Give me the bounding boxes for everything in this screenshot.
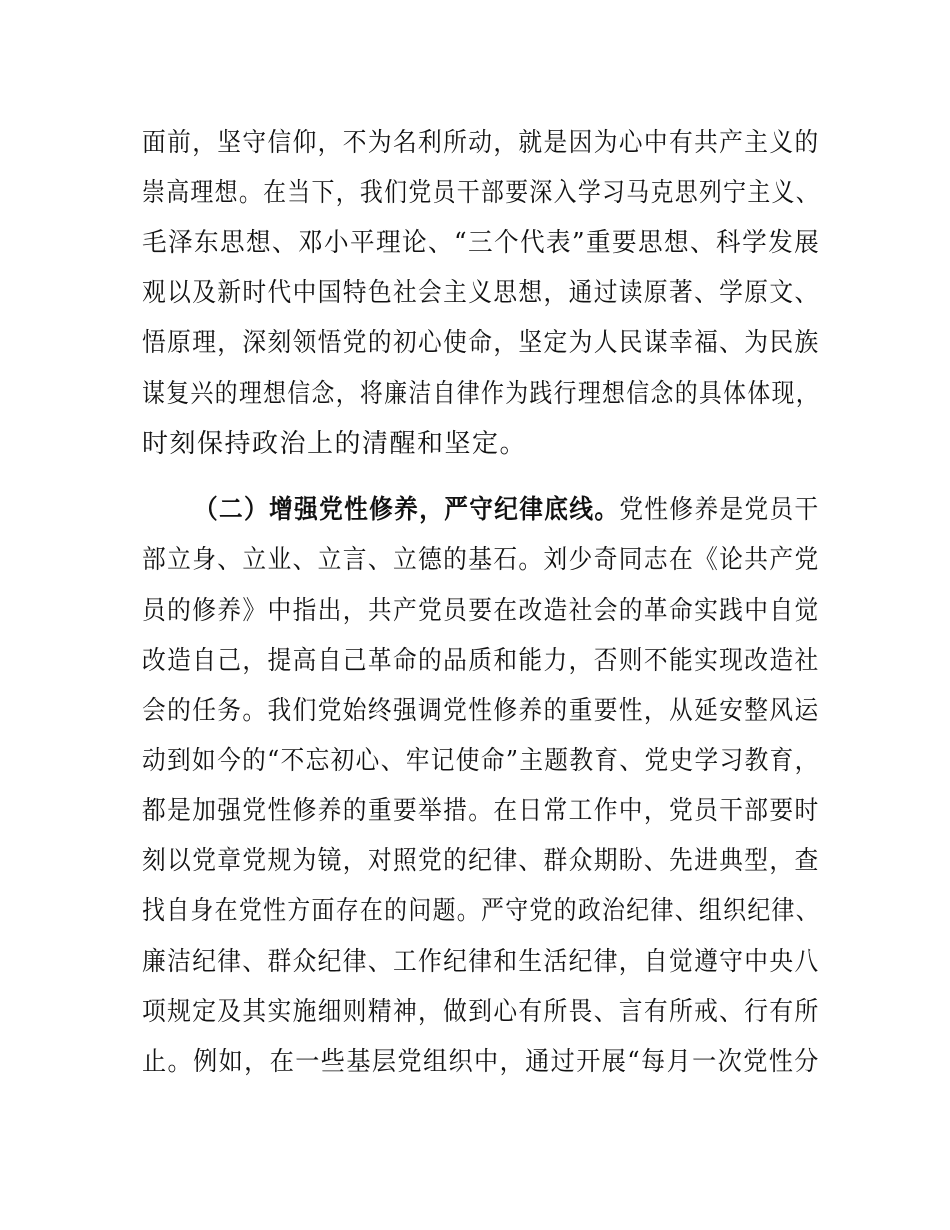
first-line-text: 党性修养是党员干 [619, 495, 820, 525]
text-line: 悟原理，深刻领悟党的初心使命，坚定为人民谋幸福、为民族 [142, 328, 820, 358]
text-line: 刻以党章党规为镜，对照党的纪律、群众期盼、先进典型，查 [142, 846, 820, 876]
text-line: 谋复兴的理想信念，将廉洁自律作为践行理想信念的具体体现， [142, 379, 820, 409]
text-line: 员的修养》中指出，共产党员要在改造社会的革命实践中自觉 [142, 596, 820, 626]
text-line: 崇高理想。在当下，我们党员干部要深入学习马克思列宁主义、 [142, 178, 820, 208]
text-line: 都是加强党性修养的重要举措。在日常工作中，党员干部要时 [142, 796, 820, 826]
text-line: 动到如今的“不忘初心、牢记使命”主题教育、党史学习教育， [142, 746, 820, 776]
text-line: 面前，坚守信仰，不为名利所动，就是因为心中有共产主义的 [142, 128, 820, 158]
text-line: 会的任务。我们党始终强调党性修养的重要性，从延安整风运 [142, 696, 820, 726]
text-line-first [194, 493, 820, 527]
section-heading: （二）增强党性修养，严守纪律底线。 [194, 495, 620, 525]
text-line: 廉洁纪律、群众纪律、工作纪律和生活纪律，自觉遵守中央八 [142, 947, 820, 977]
text-line: 时刻保持政治上的清醒和坚定。 [142, 429, 528, 459]
text-line: 项规定及其实施细则精神，做到心有所畏、言有所戒、行有所 [142, 997, 820, 1027]
text-line: 找自身在党性方面存在的问题。严守党的政治纪律、组织纪律、 [142, 896, 820, 926]
text-line: 部立身、立业、立言、立德的基石。刘少奇同志在《论共产党 [142, 545, 820, 575]
text-line: 止。例如，在一些基层党组织中，通过开展“每月一次党性分 [142, 1047, 820, 1077]
text-line: 观以及新时代中国特色社会主义思想，通过读原著、学原文、 [142, 278, 820, 308]
text-line: 毛泽东思想、邓小平理论、“三个代表”重要思想、科学发展 [142, 228, 821, 258]
text-line: 改造自己，提高自己革命的品质和能力，否则不能实现改造社 [142, 646, 820, 676]
